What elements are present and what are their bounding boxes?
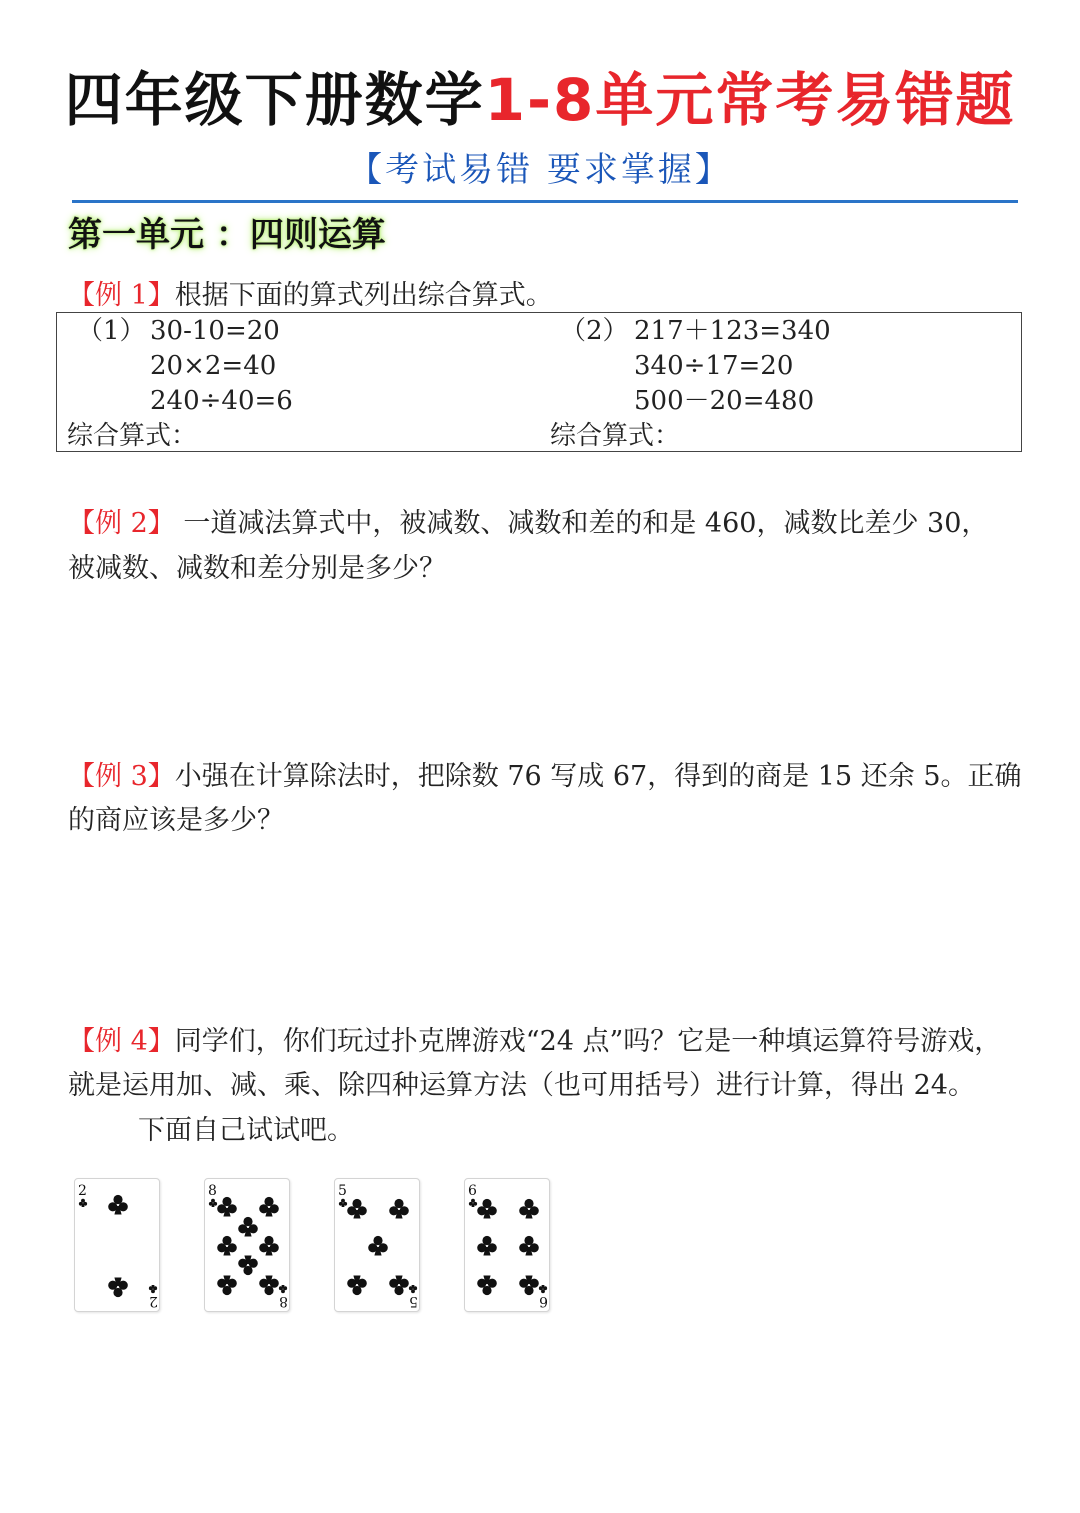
card-1-rank-bottom: 2 [149,1293,158,1309]
card-3-pip-1-club-icon [347,1199,367,1219]
card-2-pip-8-club-icon [259,1276,279,1296]
page-title-part2: 1-8单元常考易错题 [484,66,1016,134]
card-2-pip-2-club-icon [259,1197,279,1217]
card-2-pip-1-club-icon [217,1197,237,1217]
example-2-line-1 [68,501,1018,546]
group-1-label: （1） [77,316,146,346]
page-title-part1: 四年级下册数学 [64,66,485,134]
card-4-face [465,1179,551,1313]
card-4-corner-club-bottom-icon [539,1285,547,1293]
card-3-rank-bottom: 5 [409,1293,418,1309]
group-1-answer-label: 综合算式： [67,421,198,451]
card-3-corner-club-bottom-icon [409,1285,417,1293]
card-1-rank-top: 2 [78,1183,87,1199]
card-3-face [335,1179,421,1313]
unit-heading: 第一单元 ：四则运算 [68,215,386,255]
card-1-corner-club-bottom-icon [149,1285,157,1293]
card-4-pip-2-club-icon [519,1199,539,1219]
card-3-pip-4-club-icon [347,1276,367,1296]
example-3-line-1 [68,754,1022,799]
example-3-line-2: 的商应该是多少？ [68,805,284,836]
card-4-pip-5-club-icon [477,1276,497,1296]
example-3-text-1: 小强在计算除法时，把除数 76 写成 67，得到的商是 15 还余 5。正确 [174,761,1022,792]
card-2-corner-club-top-icon [209,1199,217,1207]
card-4-rank-top: 6 [468,1183,477,1199]
group-2-answer-label: 综合算式： [550,421,681,451]
card-2-rank-bottom: 8 [279,1293,288,1309]
card-1-corner-club-top-icon [79,1199,87,1207]
card-1-pip-1-club-icon [108,1195,128,1215]
card-1-face [75,1179,161,1313]
card-2-pip-4-club-icon [217,1236,237,1256]
group-1-equation-1: 30-10=20 [150,316,280,346]
example-2-line-2: 被减数、减数和差分别是多少？ [68,553,446,584]
group-1-equation-2: 20×2=40 [150,351,277,381]
example-4-line-1 [68,1019,1018,1064]
playing-cards [0,1170,1080,1330]
example-4-text-1: 同学们，你们玩过扑克牌游戏“24 点”吗？它是一种填运算符号游戏， [174,1026,1002,1057]
card-2-pip-3-club-icon [238,1217,258,1237]
example-1-box [56,312,1022,452]
example-4-line-2: 就是运用加、减、乘、除四种运算方法（也可用括号）进行计算，得出 24。 [68,1070,975,1101]
card-2-pip-5-club-icon [259,1236,279,1256]
card-3-pip-5-club-icon [389,1276,409,1296]
card-3-rank-top: 5 [338,1183,347,1199]
group-2-equation-2: 340÷17=20 [634,351,794,381]
playing-card-2 [204,1178,290,1312]
card-2-pip-7-club-icon [217,1276,237,1296]
example-3-tag: 【例 3】 [68,761,175,792]
example-1-tag: 【例 1】 [68,280,175,311]
playing-card-1 [74,1178,160,1312]
page-subtitle: 【考试易错 要求掌握】 [348,150,732,190]
card-1-pip-2-club-icon [108,1278,128,1298]
page-title [0,62,1080,138]
example-2-text-1: 一道减法算式中，被减数、减数和差的和是 460，减数比差少 30， [174,508,989,539]
group-2-equation-1: 217＋123=340 [634,316,831,346]
card-4-pip-4-club-icon [519,1236,539,1256]
card-4-corner-club-top-icon [469,1199,477,1207]
card-2-rank-top: 8 [208,1183,217,1199]
example-4-line-3: 下面自己试试吧。 [138,1115,354,1146]
card-2-pip-6-club-icon [238,1256,258,1276]
card-3-pip-3-club-icon [368,1236,388,1256]
card-4-pip-6-club-icon [519,1276,539,1296]
group-2-equation-3: 500－20=480 [634,386,815,416]
example-1-text: 根据下面的算式列出综合算式。 [174,280,553,311]
example-4-tag: 【例 4】 [68,1026,175,1057]
example-2-tag: 【例 2】 [68,508,175,539]
header-divider [72,200,1018,203]
card-2-corner-club-bottom-icon [279,1285,287,1293]
group-2-label: （2） [560,316,629,346]
group-1-equation-3: 240÷40=6 [150,386,293,416]
card-4-pip-3-club-icon [477,1236,497,1256]
card-2-face [205,1179,291,1313]
playing-card-3 [334,1178,420,1312]
playing-card-4 [464,1178,550,1312]
card-4-pip-1-club-icon [477,1199,497,1219]
card-3-pip-2-club-icon [389,1199,409,1219]
card-3-corner-club-top-icon [339,1199,347,1207]
card-4-rank-bottom: 6 [539,1293,548,1309]
